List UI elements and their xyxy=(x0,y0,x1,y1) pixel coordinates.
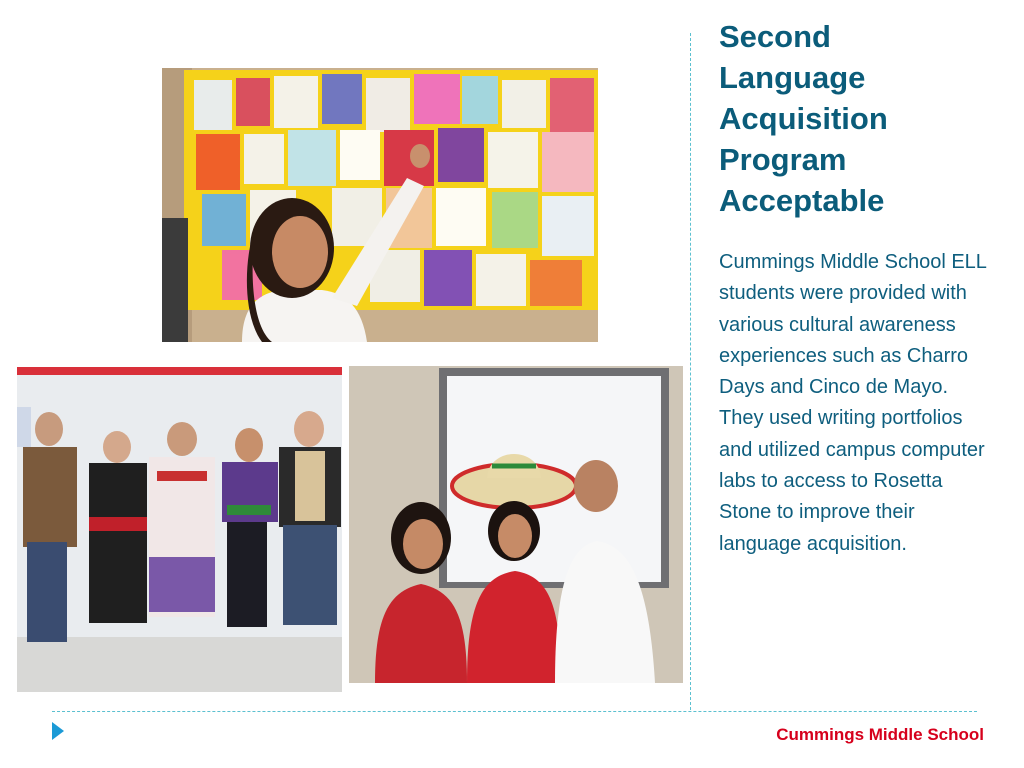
footer-school-name: Cummings Middle School xyxy=(776,725,984,744)
vertical-divider xyxy=(690,33,691,710)
slide-title: Second Language Acquisition Program Acceptable xyxy=(719,19,888,218)
bulletin-board-photo xyxy=(162,68,598,342)
slide-body-text: Cummings Middle School ELL students were provided with various cultural awareness experiences such as Charro Days and Cinco de Mayo. They used writing portfolios and utilized campus computer labs to access to Rosetta Stone to improve their language acquisition. xyxy=(719,251,987,555)
costume-group-photo xyxy=(17,367,342,692)
horizontal-divider xyxy=(52,711,977,712)
sombrero-group-photo xyxy=(349,366,683,683)
play-triangle-icon xyxy=(52,722,64,740)
